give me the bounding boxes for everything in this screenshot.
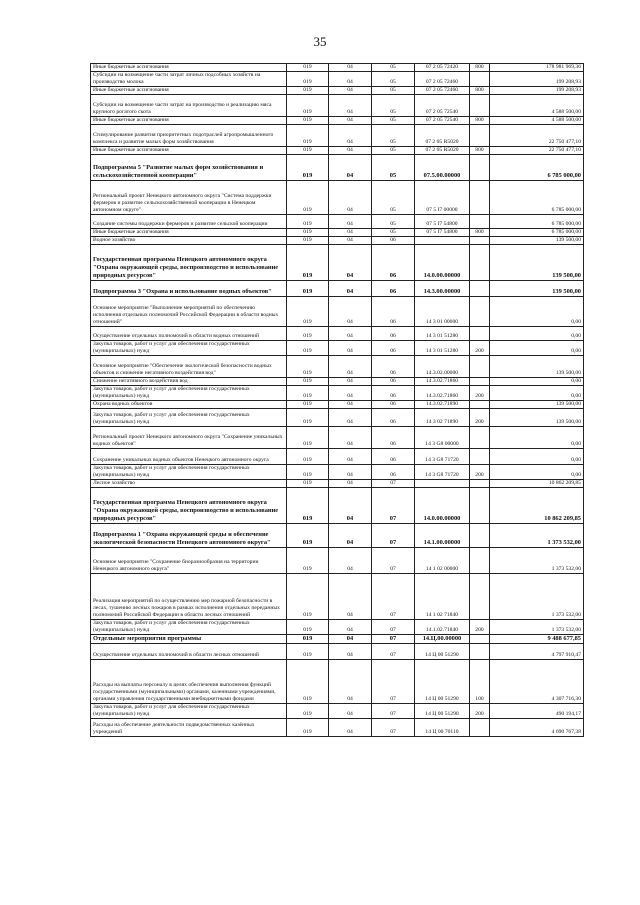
row-vr-cell bbox=[470, 634, 490, 643]
table-row bbox=[91, 408, 584, 426]
row-vr-cell bbox=[470, 377, 490, 385]
row-rz-cell: 04 bbox=[329, 326, 372, 340]
row-pr-cell: 05 bbox=[372, 228, 415, 236]
row-cs-cell: 07 2 05 R5020 bbox=[415, 146, 470, 154]
table-row bbox=[91, 214, 584, 228]
row-gr-cell: 019 bbox=[287, 619, 329, 634]
row-rz-cell: 04 bbox=[329, 236, 372, 244]
row-pr-cell: 06 bbox=[372, 296, 415, 326]
row-pr-cell: 05 bbox=[372, 214, 415, 228]
row-cs-cell: 07 5 I7 54800 bbox=[415, 214, 470, 228]
row-cs-cell: 14 Ц 00 70110 bbox=[415, 718, 470, 736]
row-vr-cell bbox=[470, 154, 490, 180]
table-row bbox=[91, 236, 584, 244]
table-row bbox=[91, 64, 584, 72]
row-sum-cell: 178 981 969,36 bbox=[490, 64, 584, 72]
row-vr-cell: 800 bbox=[470, 116, 490, 124]
row-gr-cell: 019 bbox=[287, 116, 329, 124]
row-name-cell: Основное мероприятие "Обеспечение экологической безопасности водных объектов и снижение негативного воздействия вод" bbox=[91, 355, 287, 377]
row-gr-cell: 019 bbox=[287, 377, 329, 385]
row-name-cell: Подпрограмма 5 "Развитие малых форм хозяйствования и сельскохозяйственной кооперации" bbox=[91, 154, 287, 180]
row-pr-cell: 05 bbox=[372, 116, 415, 124]
row-sum-cell: 139 500,00 bbox=[490, 236, 584, 244]
row-gr-cell: 019 bbox=[287, 523, 329, 547]
row-vr-cell bbox=[470, 326, 490, 340]
row-pr-cell: 05 bbox=[372, 180, 415, 214]
row-name-cell: Основное мероприятие "Сохранение биоразнообразия на территории Ненецкого автономного округа" bbox=[91, 547, 287, 573]
row-pr-cell: 07 bbox=[372, 634, 415, 643]
row-cs-cell: 14.3.02.71860 bbox=[415, 377, 470, 385]
row-gr-cell: 019 bbox=[287, 326, 329, 340]
row-rz-cell: 04 bbox=[329, 643, 372, 659]
row-name-cell: Закупка товаров, работ и услуг для обеспечения государственных (муниципальных) нужд bbox=[91, 464, 287, 479]
row-name-cell: Лесное хозяйство bbox=[91, 479, 287, 487]
row-vr-cell bbox=[470, 180, 490, 214]
row-rz-cell: 04 bbox=[329, 355, 372, 377]
row-rz-cell: 04 bbox=[329, 634, 372, 643]
row-cs-cell: 14 3 01 51280 bbox=[415, 326, 470, 340]
row-name-cell: Государственная программа Ненецкого автономного округа "Охрана окружающей среды, воспроизводство и использование природных ресурсов" bbox=[91, 487, 287, 523]
row-vr-cell bbox=[470, 573, 490, 619]
table-row bbox=[91, 340, 584, 355]
row-pr-cell: 06 bbox=[372, 448, 415, 464]
row-pr-cell: 05 bbox=[372, 64, 415, 72]
row-cs-cell bbox=[415, 479, 470, 487]
row-cs-cell: 14.Ц.00.00000 bbox=[415, 634, 470, 643]
row-sum-cell: 1 373 532,00 bbox=[490, 619, 584, 634]
row-name-cell: Создание системы поддержки фермеров и развитие сельской кооперации bbox=[91, 214, 287, 228]
row-sum-cell: 1 373 532,00 bbox=[490, 547, 584, 573]
row-vr-cell bbox=[470, 643, 490, 659]
table-row bbox=[91, 86, 584, 94]
row-sum-cell: 0,00 bbox=[490, 326, 584, 340]
row-pr-cell: 07 bbox=[372, 573, 415, 619]
row-cs-cell: 14 1 02 00000 bbox=[415, 547, 470, 573]
row-cs-cell: 07 2 05 72460 bbox=[415, 86, 470, 94]
row-rz-cell: 04 bbox=[329, 340, 372, 355]
row-sum-cell: 0,00 bbox=[490, 385, 584, 400]
row-name-cell: Охрана водных объектов bbox=[91, 400, 287, 408]
table-row bbox=[91, 547, 584, 573]
row-cs-cell: 14 Ц 00 51290 bbox=[415, 703, 470, 718]
row-name-cell: Расходы на выплаты персоналу в целях обеспечения выполнения функций государственными (муниципальными) органами, казенными учреждениями, органами управления государственными внебюджетными фондами bbox=[91, 659, 287, 703]
row-cs-cell: 07 2 05 72540 bbox=[415, 116, 470, 124]
row-pr-cell: 07 bbox=[372, 523, 415, 547]
row-cs-cell: 14 Ц 00 51290 bbox=[415, 659, 470, 703]
row-name-cell: Сохранение уникальных водных объектов Ненецкого автономного округа bbox=[91, 448, 287, 464]
row-sum-cell: 10 862 209,85 bbox=[490, 487, 584, 523]
row-pr-cell: 06 bbox=[372, 355, 415, 377]
row-rz-cell: 04 bbox=[329, 448, 372, 464]
row-cs-cell: 14.3.00.00000 bbox=[415, 280, 470, 296]
row-rz-cell: 04 bbox=[329, 64, 372, 72]
row-name-cell: Расходы на обеспечение деятельности подведомственных казённых учреждений bbox=[91, 718, 287, 736]
row-cs-cell: 14 3 02 71890 bbox=[415, 408, 470, 426]
table-row bbox=[91, 448, 584, 464]
row-pr-cell: 07 bbox=[372, 718, 415, 736]
row-rz-cell: 04 bbox=[329, 408, 372, 426]
row-pr-cell: 07 bbox=[372, 659, 415, 703]
row-rz-cell: 04 bbox=[329, 146, 372, 154]
row-gr-cell: 019 bbox=[287, 236, 329, 244]
row-name-cell: Подпрограмма 3 "Охрана и использование водных объектов" bbox=[91, 280, 287, 296]
row-sum-cell: 490 194,17 bbox=[490, 703, 584, 718]
table-row bbox=[91, 377, 584, 385]
row-sum-cell: 9 488 677,85 bbox=[490, 634, 584, 643]
row-rz-cell: 04 bbox=[329, 479, 372, 487]
row-rz-cell: 04 bbox=[329, 385, 372, 400]
row-rz-cell: 04 bbox=[329, 619, 372, 634]
row-cs-cell: 14.3.02.00000 bbox=[415, 355, 470, 377]
row-cs-cell: 14.0.00.00000 bbox=[415, 487, 470, 523]
row-vr-cell bbox=[470, 479, 490, 487]
row-cs-cell: 07 2 05 72540 bbox=[415, 94, 470, 116]
table-row bbox=[91, 326, 584, 340]
row-pr-cell: 06 bbox=[372, 340, 415, 355]
row-gr-cell: 019 bbox=[287, 228, 329, 236]
row-gr-cell: 019 bbox=[287, 400, 329, 408]
row-gr-cell: 019 bbox=[287, 64, 329, 72]
table-row bbox=[91, 703, 584, 718]
row-rz-cell: 04 bbox=[329, 573, 372, 619]
row-gr-cell: 019 bbox=[287, 547, 329, 573]
row-sum-cell: 4 307 716,30 bbox=[490, 659, 584, 703]
row-sum-cell: 1 373 532,00 bbox=[490, 573, 584, 619]
row-pr-cell: 06 bbox=[372, 426, 415, 448]
row-sum-cell: 6 785 000,00 bbox=[490, 180, 584, 214]
row-gr-cell: 019 bbox=[287, 426, 329, 448]
row-rz-cell: 04 bbox=[329, 296, 372, 326]
row-name-cell: Водное хозяйство bbox=[91, 236, 287, 244]
row-name-cell: Иные бюджетные ассигнования bbox=[91, 86, 287, 94]
row-gr-cell: 019 bbox=[287, 448, 329, 464]
row-rz-cell: 04 bbox=[329, 426, 372, 448]
table-row bbox=[91, 94, 584, 116]
row-rz-cell: 04 bbox=[329, 703, 372, 718]
row-vr-cell: 200 bbox=[470, 464, 490, 479]
table-row bbox=[91, 464, 584, 479]
row-vr-cell bbox=[470, 547, 490, 573]
row-vr-cell bbox=[470, 236, 490, 244]
row-name-cell: Снижение негативного воздействия вод bbox=[91, 377, 287, 385]
row-rz-cell: 04 bbox=[329, 523, 372, 547]
table-row bbox=[91, 296, 584, 326]
row-vr-cell: 800 bbox=[470, 86, 490, 94]
row-vr-cell bbox=[470, 296, 490, 326]
row-cs-cell: 14.1.02.71840 bbox=[415, 619, 470, 634]
row-name-cell: Закупка товаров, работ и услуг для обеспечения государственных (муниципальных) нужд bbox=[91, 408, 287, 426]
row-cs-cell: 07 2 05 72460 bbox=[415, 72, 470, 87]
row-rz-cell: 04 bbox=[329, 244, 372, 280]
row-sum-cell: 22 750 477,10 bbox=[490, 124, 584, 146]
row-pr-cell: 06 bbox=[372, 385, 415, 400]
table-row bbox=[91, 523, 584, 547]
row-pr-cell: 07 bbox=[372, 479, 415, 487]
row-vr-cell: 200 bbox=[470, 408, 490, 426]
table-row bbox=[91, 426, 584, 448]
row-pr-cell: 05 bbox=[372, 146, 415, 154]
row-sum-cell: 4 588 500,00 bbox=[490, 94, 584, 116]
row-vr-cell: 100 bbox=[470, 659, 490, 703]
row-vr-cell: 200 bbox=[470, 340, 490, 355]
row-pr-cell: 06 bbox=[372, 408, 415, 426]
row-sum-cell: 0,00 bbox=[490, 464, 584, 479]
row-cs-cell: 07 5 I7 00000 bbox=[415, 180, 470, 214]
row-vr-cell: 200 bbox=[470, 385, 490, 400]
table-row bbox=[91, 228, 584, 236]
row-rz-cell: 04 bbox=[329, 718, 372, 736]
table-row bbox=[91, 487, 584, 523]
row-name-cell: Закупка товаров, работ и услуг для обеспечения государственных (муниципальных) нужд bbox=[91, 619, 287, 634]
row-pr-cell: 05 bbox=[372, 72, 415, 87]
row-name-cell: Осуществление отдельных полномочий в области лесных отношений bbox=[91, 643, 287, 659]
table-row bbox=[91, 619, 584, 634]
row-cs-cell: 14 3 G8 00000 bbox=[415, 426, 470, 448]
row-cs-cell: 14 Ц 00 51290 bbox=[415, 643, 470, 659]
row-vr-cell bbox=[470, 487, 490, 523]
row-name-cell: Основное мероприятие "Выполнение мероприятий по обеспечению исполнения отдельных полномочий Российской Федерации в области водных отношений" bbox=[91, 296, 287, 326]
row-pr-cell: 05 bbox=[372, 124, 415, 146]
row-sum-cell: 0,00 bbox=[490, 296, 584, 326]
row-vr-cell: 800 bbox=[470, 146, 490, 154]
table-row bbox=[91, 385, 584, 400]
row-vr-cell: 800 bbox=[470, 64, 490, 72]
row-vr-cell: 800 bbox=[470, 228, 490, 236]
row-pr-cell: 07 bbox=[372, 703, 415, 718]
row-sum-cell: 0,00 bbox=[490, 426, 584, 448]
row-gr-cell: 019 bbox=[287, 703, 329, 718]
row-gr-cell: 019 bbox=[287, 154, 329, 180]
row-pr-cell: 06 bbox=[372, 400, 415, 408]
row-sum-cell: 139 500,00 bbox=[490, 400, 584, 408]
row-pr-cell: 05 bbox=[372, 154, 415, 180]
row-gr-cell: 019 bbox=[287, 296, 329, 326]
budget-table-body bbox=[91, 64, 584, 737]
row-vr-cell bbox=[470, 718, 490, 736]
table-row bbox=[91, 280, 584, 296]
row-gr-cell: 019 bbox=[287, 94, 329, 116]
row-gr-cell: 019 bbox=[287, 280, 329, 296]
row-sum-cell: 0,00 bbox=[490, 377, 584, 385]
table-row bbox=[91, 718, 584, 736]
row-cs-cell: 14 1 02 71840 bbox=[415, 573, 470, 619]
row-vr-cell bbox=[470, 94, 490, 116]
row-name-cell: Закупка товаров, работ и услуг для обеспечения государственных (муниципальных) нужд bbox=[91, 385, 287, 400]
row-name-cell: Иные бюджетные ассигнования bbox=[91, 116, 287, 124]
row-gr-cell: 019 bbox=[287, 718, 329, 736]
row-sum-cell: 4 588 500,00 bbox=[490, 116, 584, 124]
row-vr-cell: 200 bbox=[470, 619, 490, 634]
row-vr-cell bbox=[470, 244, 490, 280]
row-rz-cell: 04 bbox=[329, 72, 372, 87]
table-row bbox=[91, 573, 584, 619]
table-row bbox=[91, 643, 584, 659]
row-cs-cell: 14 3 01 00000 bbox=[415, 296, 470, 326]
row-sum-cell: 1 373 532,00 bbox=[490, 523, 584, 547]
table-row bbox=[91, 154, 584, 180]
table-row bbox=[91, 116, 584, 124]
row-name-cell: Осуществление отдельных полномочий в области водных отношений bbox=[91, 326, 287, 340]
row-gr-cell: 019 bbox=[287, 479, 329, 487]
budget-table bbox=[90, 63, 584, 737]
row-pr-cell: 07 bbox=[372, 487, 415, 523]
row-sum-cell: 6 785 000,00 bbox=[490, 154, 584, 180]
row-gr-cell: 019 bbox=[287, 573, 329, 619]
row-sum-cell: 10 862 209,85 bbox=[490, 479, 584, 487]
row-rz-cell: 04 bbox=[329, 94, 372, 116]
table-row bbox=[91, 146, 584, 154]
row-rz-cell: 04 bbox=[329, 228, 372, 236]
table-row bbox=[91, 124, 584, 146]
table-row bbox=[91, 180, 584, 214]
row-sum-cell: 6 785 000,00 bbox=[490, 214, 584, 228]
row-name-cell: Закупка товаров, работ и услуг для обеспечения государственных (муниципальных) нужд bbox=[91, 340, 287, 355]
row-name-cell: Отдельные мероприятия программы bbox=[91, 634, 287, 643]
row-sum-cell: 4 797 910,47 bbox=[490, 643, 584, 659]
row-pr-cell: 06 bbox=[372, 464, 415, 479]
row-name-cell: Региональный проект Ненецкого автономного округа "Сохранение уникальных водных объектов" bbox=[91, 426, 287, 448]
table-row bbox=[91, 659, 584, 703]
row-gr-cell: 019 bbox=[287, 180, 329, 214]
row-vr-cell bbox=[470, 426, 490, 448]
table-row bbox=[91, 634, 584, 643]
row-name-cell: Субсидии на возмещение части затрат личных подсобных хозяйств на производство молока bbox=[91, 72, 287, 87]
row-gr-cell: 019 bbox=[287, 643, 329, 659]
row-sum-cell: 22 750 477,10 bbox=[490, 146, 584, 154]
row-vr-cell bbox=[470, 448, 490, 464]
row-vr-cell bbox=[470, 280, 490, 296]
page-number: 35 bbox=[313, 34, 327, 49]
row-sum-cell: 139 500,00 bbox=[490, 355, 584, 377]
row-name-cell: Иные бюджетные ассигнования bbox=[91, 146, 287, 154]
row-name-cell: Региональный проект Ненецкого автономного округа "Система поддержки фермеров и развитие сельскохозяйственной кооперации в Ненецком автономном округе" bbox=[91, 180, 287, 214]
row-rz-cell: 04 bbox=[329, 124, 372, 146]
row-name-cell: Государственная программа Ненецкого автономного округа "Охрана окружающей среды, воспроизводство и использование природных ресурсов" bbox=[91, 244, 287, 280]
table-row bbox=[91, 400, 584, 408]
row-rz-cell: 04 bbox=[329, 86, 372, 94]
row-rz-cell: 04 bbox=[329, 659, 372, 703]
row-sum-cell: 199 208,93 bbox=[490, 86, 584, 94]
row-gr-cell: 019 bbox=[287, 124, 329, 146]
row-sum-cell: 199 208,93 bbox=[490, 72, 584, 87]
row-pr-cell: 06 bbox=[372, 326, 415, 340]
row-gr-cell: 019 bbox=[287, 86, 329, 94]
row-rz-cell: 04 bbox=[329, 116, 372, 124]
row-sum-cell: 0,00 bbox=[490, 340, 584, 355]
row-pr-cell: 06 bbox=[372, 236, 415, 244]
table-row bbox=[91, 244, 584, 280]
row-cs-cell: 14.3.02.71860 bbox=[415, 385, 470, 400]
row-pr-cell: 07 bbox=[372, 619, 415, 634]
row-gr-cell: 019 bbox=[287, 464, 329, 479]
row-vr-cell bbox=[470, 523, 490, 547]
row-cs-cell: 14.3.02.71890 bbox=[415, 400, 470, 408]
row-sum-cell: 139 500,00 bbox=[490, 244, 584, 280]
row-rz-cell: 04 bbox=[329, 154, 372, 180]
row-name-cell: Подпрограмма 1 "Охрана окружающей среды и обеспечение экологической безопасности Ненецкого автономного округа" bbox=[91, 523, 287, 547]
row-cs-cell: 14 3 01 51280 bbox=[415, 340, 470, 355]
row-cs-cell: 14.0.00.00000 bbox=[415, 244, 470, 280]
row-gr-cell: 019 bbox=[287, 408, 329, 426]
row-cs-cell: 14.1.00.00000 bbox=[415, 523, 470, 547]
row-gr-cell: 019 bbox=[287, 340, 329, 355]
row-cs-cell: 07.5.00.00000 bbox=[415, 154, 470, 180]
table-row bbox=[91, 479, 584, 487]
row-pr-cell: 05 bbox=[372, 86, 415, 94]
row-gr-cell: 019 bbox=[287, 355, 329, 377]
row-pr-cell: 07 bbox=[372, 643, 415, 659]
row-rz-cell: 04 bbox=[329, 377, 372, 385]
row-cs-cell: 14 3 G8 71720 bbox=[415, 448, 470, 464]
row-pr-cell: 05 bbox=[372, 94, 415, 116]
row-gr-cell: 019 bbox=[287, 72, 329, 87]
row-name-cell: Стимулирование развития приоритетных подотраслей агропромышленного комплекса и развитие малых форм хозяйствования bbox=[91, 124, 287, 146]
row-name-cell: Иные бюджетные ассигнования bbox=[91, 64, 287, 72]
row-vr-cell bbox=[470, 72, 490, 87]
row-sum-cell: 0,00 bbox=[490, 448, 584, 464]
row-rz-cell: 04 bbox=[329, 280, 372, 296]
row-cs-cell: 07 5 I7 54800 bbox=[415, 228, 470, 236]
row-vr-cell bbox=[470, 124, 490, 146]
row-vr-cell bbox=[470, 400, 490, 408]
row-gr-cell: 019 bbox=[287, 659, 329, 703]
row-pr-cell: 06 bbox=[372, 377, 415, 385]
row-rz-cell: 04 bbox=[329, 464, 372, 479]
row-gr-cell: 019 bbox=[287, 487, 329, 523]
table-row bbox=[91, 72, 584, 87]
row-sum-cell: 139 500,00 bbox=[490, 280, 584, 296]
row-cs-cell: 14 3 G8 71720 bbox=[415, 464, 470, 479]
row-gr-cell: 019 bbox=[287, 214, 329, 228]
row-gr-cell: 019 bbox=[287, 244, 329, 280]
row-pr-cell: 07 bbox=[372, 547, 415, 573]
row-rz-cell: 04 bbox=[329, 180, 372, 214]
row-cs-cell: 07 2 05 R5020 bbox=[415, 124, 470, 146]
row-sum-cell: 139 500,00 bbox=[490, 408, 584, 426]
row-vr-cell bbox=[470, 355, 490, 377]
row-rz-cell: 04 bbox=[329, 400, 372, 408]
row-vr-cell: 200 bbox=[470, 703, 490, 718]
row-rz-cell: 04 bbox=[329, 487, 372, 523]
row-name-cell: Субсидии на возмещение части затрат на производство и реализацию мяса крупного рогатого скота bbox=[91, 94, 287, 116]
row-rz-cell: 04 bbox=[329, 214, 372, 228]
row-cs-cell bbox=[415, 236, 470, 244]
row-gr-cell: 019 bbox=[287, 634, 329, 643]
row-cs-cell: 07 2 05 72420 bbox=[415, 64, 470, 72]
row-pr-cell: 06 bbox=[372, 280, 415, 296]
row-name-cell: Реализация мероприятий по осуществлению мер пожарной безопасности в лесах, тушению лесных пожаров в рамках исполнения отдельных переданных полномочий Российской Федерации в области лесных отношений bbox=[91, 573, 287, 619]
row-pr-cell: 06 bbox=[372, 244, 415, 280]
row-name-cell: Иные бюджетные ассигнования bbox=[91, 228, 287, 236]
row-name-cell: Закупка товаров, работ и услуг для обеспечения государственных (муниципальных) нужд bbox=[91, 703, 287, 718]
row-vr-cell bbox=[470, 214, 490, 228]
row-gr-cell: 019 bbox=[287, 146, 329, 154]
row-sum-cell: 6 785 000,00 bbox=[490, 228, 584, 236]
row-sum-cell: 4 690 767,38 bbox=[490, 718, 584, 736]
table-row bbox=[91, 355, 584, 377]
row-rz-cell: 04 bbox=[329, 547, 372, 573]
row-gr-cell: 019 bbox=[287, 385, 329, 400]
